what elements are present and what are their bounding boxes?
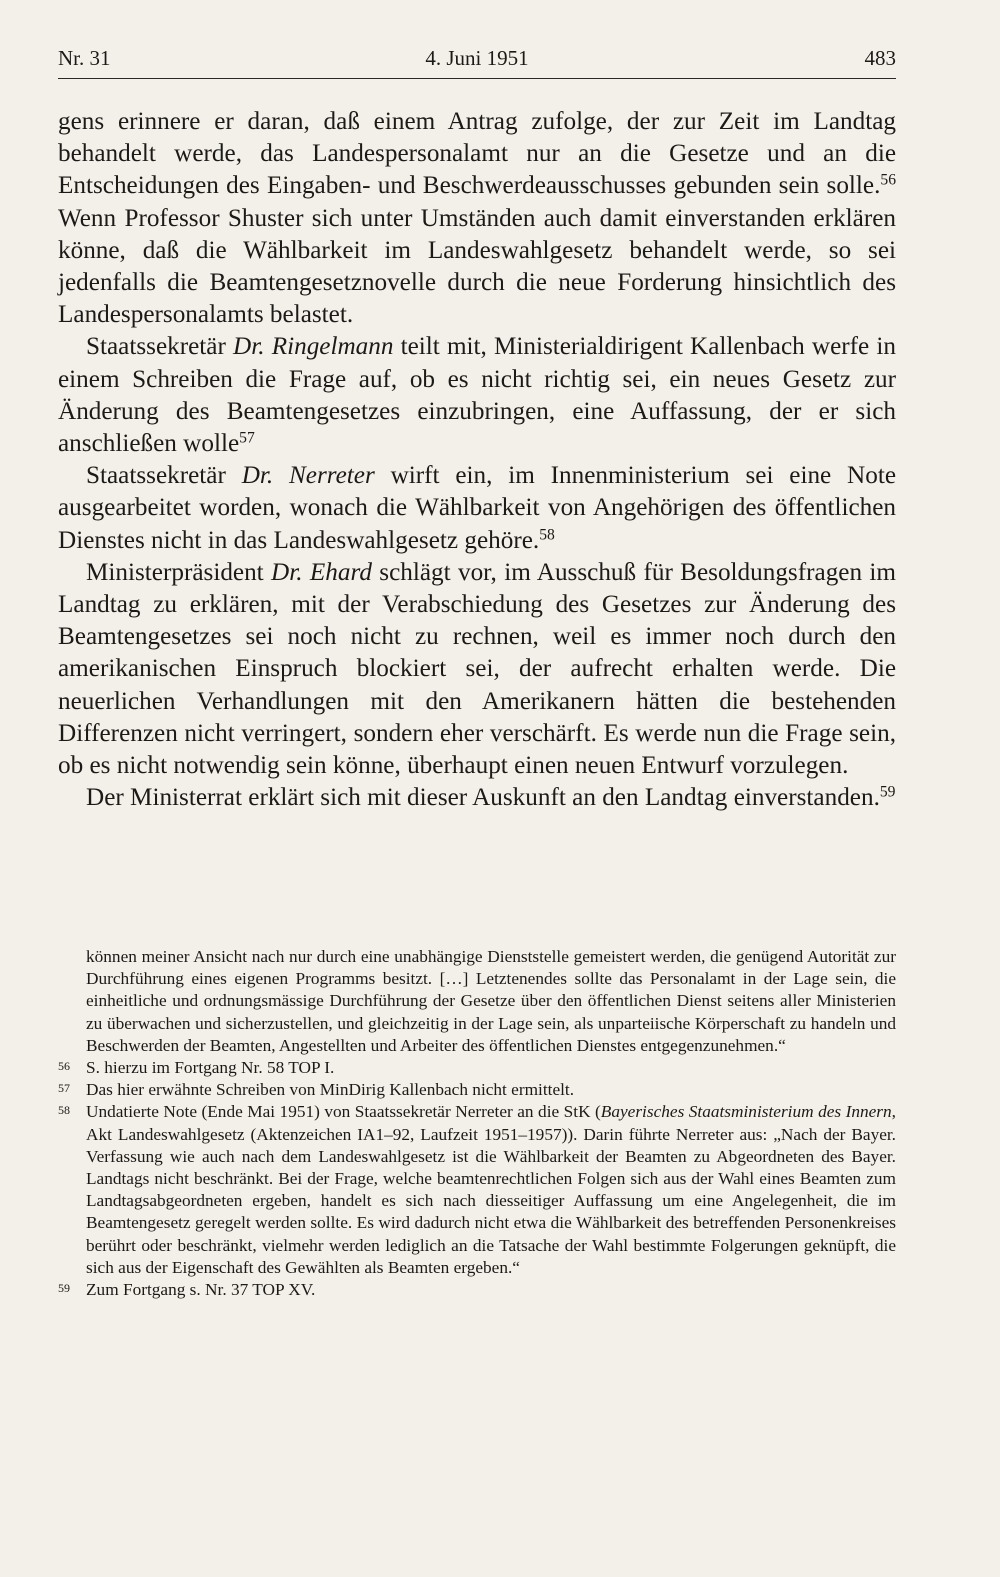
running-header (58, 44, 896, 79)
header-date: 4. Juni 1951 (425, 46, 529, 70)
footnote-ref: 56 (880, 171, 896, 189)
speaker-name: Dr. Ehard (271, 558, 372, 586)
footnote-56: 56 S. hierzu im Fortgang Nr. 58 TOP I. (58, 1058, 335, 1078)
issue-number: Nr. 31 (58, 46, 111, 70)
archive-name: Bayerisches Staatsministerium des Innern (600, 1102, 892, 1122)
footnote-ref: 58 (539, 526, 555, 544)
footnote-57: 57 Das hier erwähnte Schreiben von MinDirig Kallenbach nicht ermittelt. (58, 1080, 575, 1100)
speaker-name: Dr. Nerreter (241, 462, 375, 490)
paragraph: Staatssekretär Dr. Nerreter wirft ein, im Innenministerium sei eine Note ausgearbeitet worden, wonach die Wählbarkeit von Angehörigen des öffentlichen Dienstes nicht in das Landeswahlgesetz gehöre.$^{58}$ (58, 462, 896, 554)
speaker-name: Dr. Ringelmann (233, 333, 394, 361)
paragraph: Staatssekretär Dr. Ringelmann teilt mit, Ministerialdirigent Kallenbach werfe in einem Schreiben die Frage auf, ob es nicht richtig sei, ein neues Gesetz zur Änderung des Beamtengesetzes einzubringen, eine Auffassung, der er sich anschließen wolle$^{57}$ (58, 333, 896, 458)
footnotes (58, 946, 896, 1301)
footnote-ref: 59 (879, 783, 896, 801)
footnote-continuation: können meiner Ansicht nach nur durch eine unabhängige Dienststelle gemeistert werden, die genügend Autorität zur Durchführung eines eigenen Programms besitzt. […] Letztenendes sollte das Personalamt in der Lage sein, die einheitliche und ordnungsmässige Durchführung der Gesetze über den öffentlichen Dienst seitens aller Ministerien zu überwachen und sicherzustellen, und gleichzeitig in der Lage sein, als unparteiische Körperschaft zu handeln und Beschwerden der Beamten, Angestellten und Arbeiter des öffentlichen Dienstes entgegenzunehmen.“ (86, 947, 896, 1055)
main-text (58, 106, 896, 814)
footnote-58: 58 Undatierte Note (Ende Mai 1951) von Staatssekretär Nerreter an die StK (Bayerisches Staatsministerium des Innern, Akt Landeswahlgesetz (Aktenzeichen IA1–92, Laufzeit 1951–1957)). Darin führte Nerreter aus: „Nach der Bayer. Verfassung wie auch nach dem Landeswahlgesetz ist die Wählbarkeit der Beamten zu Abgeordneten des Bayer. Landtags nicht beschränkt. Bei der Frage, welche beamtenrechtlichen Folgen sich aus der Wahl eines Beamten zum Landtagsabgeordneten ergeben, handelt es sich nach diesseitiger Auffassung um eine Angelegenheit, die im Beamtengesetz geregelt werden sollte. Es wird dadurch nicht etwa die Wählbarkeit des betreffenden Personenkreises berührt oder beschränkt, vielmehr werden lediglich an die Tatsache der Wahl bestimmte Folgerungen geknüpft, die sich aus der Eigenschaft des Gewählten als Beamten ergeben.“ (58, 1102, 896, 1277)
footnote-59: 59 Zum Fortgang s. Nr. 37 TOP XV. (58, 1280, 316, 1300)
footnote-ref: 57 (239, 429, 255, 447)
paragraph: Ministerpräsident Dr. Ehard schlägt vor, im Ausschuß für Besoldungsfragen im Landtag zu erklären, mit der Verabschiedung des Gesetzes zur Änderung des Beamtengesetzes sei noch nicht zu rechnen, weil es immer noch durch den amerikanischen Einspruch blockiert sei, der aufrecht erhalten werde. Die neuerlichen Verhandlungen mit den Amerikanern hätten die bestehenden Differenzen nicht verringert, sondern eher verschärft. Es werde nun die Frage sein, ob es nicht notwendig sein könne, überhaupt einen neuen Entwurf vorzulegen. (58, 558, 897, 780)
paragraph: gens erinnere er daran, daß einem Antrag zufolge, der zur Zeit im Landtag behandelt werde, das Landespersonalamt nur an die Gesetze und an die Entscheidungen des Eingaben- und Beschwerdeausschusses gebunden sein solle.$^{56}$ Wenn Professor Shuster sich unter Umständen auch damit einverstanden erklären könne, daß die Wählbarkeit im Landeswahlgesetz behandelt werde, so sei jedenfalls die Beamtengesetznovelle durch die neue Forderung hinsichtlich des Landespersonalamts belastet. (58, 108, 896, 329)
paragraph: Der Ministerrat erklärt sich mit dieser Auskunft an den Landtag einverstanden.$^{59}$ (86, 783, 896, 812)
page-number: 483 (864, 46, 896, 70)
